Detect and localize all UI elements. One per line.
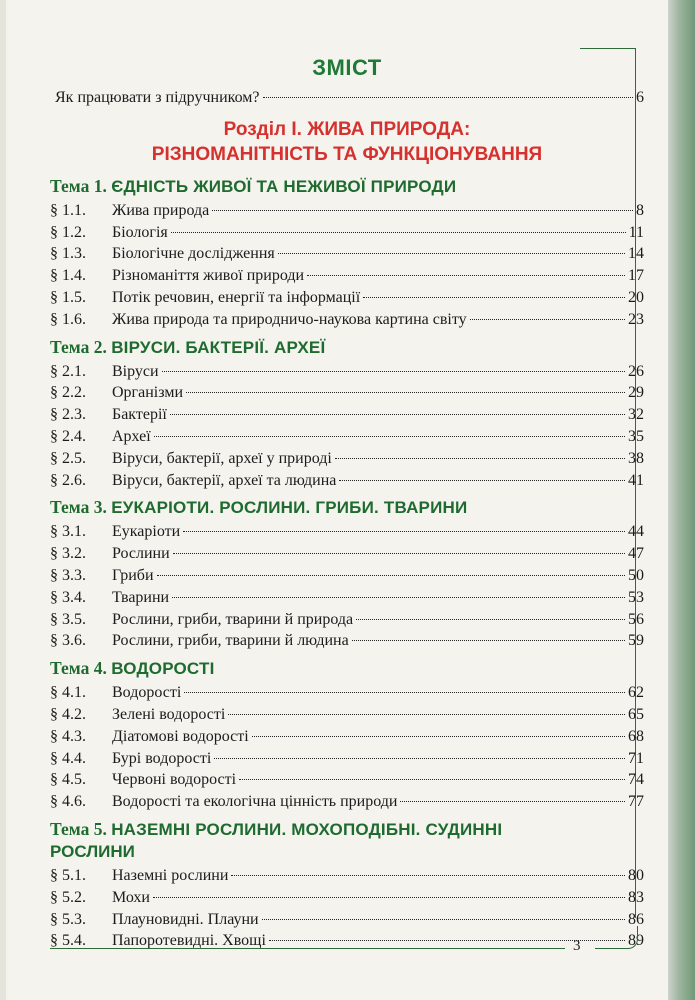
toc-entry[interactable]	[50, 565, 644, 587]
toc-entry[interactable]	[50, 609, 644, 631]
toc-entry-number: § 1.6.	[50, 310, 86, 328]
toc-entry-label: Біологічне дослідження	[112, 245, 275, 263]
page-footer	[50, 940, 644, 962]
toc-entry-page: 8	[636, 201, 644, 219]
topic-prefix: Тема 3.	[50, 497, 107, 518]
leader-dots	[356, 619, 625, 620]
toc-entry-page: 26	[628, 362, 644, 380]
toc-entry-label: Жива природа	[112, 201, 210, 219]
toc-entry[interactable]	[50, 769, 644, 791]
toc-entry-page: 53	[628, 588, 644, 606]
toc-entry-number: § 2.4.	[50, 427, 86, 445]
toc-entry[interactable]	[50, 521, 644, 543]
toc-entry[interactable]	[50, 426, 644, 448]
page-number: 3	[573, 938, 581, 954]
toc-entry-number: § 5.3.	[50, 910, 86, 928]
leader-dots	[262, 919, 625, 920]
toc-entry[interactable]	[50, 222, 644, 244]
toc-entry-label: Як працювати з підручником?	[55, 89, 260, 106]
toc-entry[interactable]	[50, 543, 644, 565]
topic-prefix: Тема 4.	[50, 658, 107, 679]
toc-entry-number: § 3.2.	[50, 545, 86, 563]
toc-entry-label: Зелені водорості	[112, 705, 226, 723]
toc-entry-page: 86	[628, 910, 644, 928]
toc-entry-page: 80	[628, 866, 644, 884]
toc-entry-page: 17	[628, 267, 644, 285]
toc-entry-page: 35	[628, 427, 644, 445]
toc-intro-row[interactable]	[55, 87, 644, 109]
toc-entry[interactable]	[50, 265, 644, 287]
toc-entry[interactable]	[50, 682, 644, 704]
toc-entry-number: § 5.1.	[50, 866, 86, 884]
book-edge	[668, 0, 695, 1000]
topic-prefix: Тема 5.	[50, 818, 107, 839]
toc-entry-page: 11	[628, 223, 644, 241]
toc-entry[interactable]	[50, 382, 644, 404]
toc-entry[interactable]	[50, 704, 644, 726]
toc-entry-page: 74	[628, 771, 644, 789]
leader-dots	[352, 640, 625, 641]
toc-entry-number: § 4.4.	[50, 749, 86, 767]
toc-entry-label: Рослини, гриби, тварини й людина	[112, 632, 349, 650]
toc-entry-label: Рослини	[112, 545, 170, 563]
leader-dots	[228, 714, 625, 715]
toc-entry-number: § 2.6.	[50, 471, 86, 489]
toc-entry-page: 83	[628, 888, 644, 906]
toc-entry-label: Тварини	[112, 588, 170, 606]
toc-entry-label: Віруси, бактерії, археї у природі	[112, 449, 332, 467]
toc-entry[interactable]	[50, 470, 644, 492]
frame-top-line	[580, 48, 635, 49]
section-heading	[50, 117, 644, 167]
toc-entry-number: § 1.3.	[50, 245, 86, 263]
leader-dots	[239, 779, 625, 780]
toc-entry-label: Організми	[112, 384, 184, 402]
toc-entry-number: § 4.6.	[50, 793, 86, 811]
toc-entry-label: Гриби	[112, 566, 154, 584]
toc-entry-label: Мохи	[112, 888, 150, 906]
toc-entry-page: 20	[628, 288, 644, 306]
section-heading-line2: РІЗНОМАНІТНІСТЬ ТА ФУНКЦІОНУВАННЯ	[151, 143, 543, 165]
toc-entry-label: Віруси, бактерії, археї та людина	[112, 471, 337, 489]
toc-entry-page: 62	[628, 684, 644, 702]
toc-entry-page: 14	[628, 245, 644, 263]
topic-name-continuation: РОСЛИНИ	[50, 841, 135, 861]
toc-entry-page: 65	[628, 705, 644, 723]
topic-heading[interactable]	[50, 336, 644, 359]
toc-entry-number: § 4.1.	[50, 684, 86, 702]
toc-entry[interactable]	[50, 448, 644, 470]
toc-entry-page: 23	[628, 310, 644, 328]
toc-entry[interactable]	[50, 748, 644, 770]
topic-name: ВОДОРОСТІ	[111, 659, 215, 679]
leader-dots	[212, 210, 633, 211]
topic-name: НАЗЕМНІ РОСЛИНИ. МОХОПОДІБНІ. СУДИННІ	[111, 819, 503, 839]
leader-dots	[183, 531, 625, 532]
section-heading-line1: Розділ І. ЖИВА ПРИРОДА:	[223, 118, 471, 140]
toc-entry-number: § 5.2.	[50, 888, 86, 906]
toc-entry-number: § 1.5.	[50, 288, 86, 306]
toc-entry-label: Бактерії	[112, 406, 167, 424]
toc-entry-number: § 3.6.	[50, 632, 86, 650]
toc-entry-page: 71	[628, 749, 644, 767]
toc-entry[interactable]	[50, 630, 644, 652]
toc-entry[interactable]	[50, 587, 644, 609]
leader-dots	[470, 319, 625, 320]
toc-entry-label: Рослини, гриби, тварини й природа	[112, 610, 354, 628]
toc-entry[interactable]	[50, 865, 644, 887]
topic-prefix: Тема 2.	[50, 336, 107, 357]
toc-entry-label: Наземні рослини	[112, 866, 229, 884]
toc-entry-page: 59	[628, 632, 644, 650]
toc-entry-number: § 2.3.	[50, 406, 86, 424]
toc-entry-label: Водорості та екологічна цінність природи	[112, 793, 398, 811]
toc-entry-number: § 2.1.	[50, 362, 86, 380]
toc-entry-label: Червоні водорості	[112, 771, 237, 789]
toc-entry-number: § 4.3.	[50, 727, 86, 745]
leader-dots	[214, 758, 625, 759]
topic-heading[interactable]	[50, 496, 644, 519]
topic-name: ВІРУСИ. БАКТЕРІЇ. АРХЕЇ	[111, 337, 326, 357]
toc-entry-page: 6	[636, 89, 644, 106]
toc-entry-page: 38	[628, 449, 644, 467]
topic-name: ЄДНІСТЬ ЖИВОЇ ТА НЕЖИВОЇ ПРИРОДИ	[111, 176, 457, 196]
toc-entry-page: 47	[628, 545, 644, 563]
leader-dots	[173, 553, 625, 554]
toc-entry[interactable]	[50, 243, 644, 265]
toc-entry[interactable]	[50, 726, 644, 748]
leader-dots	[186, 392, 625, 393]
leader-dots	[154, 436, 625, 437]
topic-prefix: Тема 1.	[50, 175, 107, 196]
leader-dots	[252, 736, 625, 737]
toc-entry-page: 77	[628, 793, 644, 811]
toc-entry-number: § 3.5.	[50, 610, 86, 628]
book-page	[6, 0, 668, 1000]
toc-entry-label: Потік речовин, енергії та інформації	[112, 288, 361, 306]
toc-entry[interactable]	[50, 287, 644, 309]
leader-dots	[162, 371, 625, 372]
toc-entry-page: 89	[628, 932, 644, 950]
toc-entry-label: Водорості	[112, 684, 182, 702]
leader-dots	[335, 458, 625, 459]
toc-entry-label: Плауновидні. Плауни	[112, 910, 259, 928]
footer-frame-corner	[595, 926, 638, 949]
toc-entry-label: Еукаріоти	[112, 523, 181, 541]
toc-entry[interactable]	[50, 909, 644, 931]
leader-dots	[263, 97, 633, 98]
toc-entry-number: § 2.5.	[50, 449, 86, 467]
toc-entry-number: § 3.1.	[50, 523, 86, 541]
toc-entry-label: Бурі водорості	[112, 749, 212, 767]
leader-dots	[231, 875, 625, 876]
toc-entry-number: § 5.4.	[50, 932, 86, 950]
toc-entry-page: 44	[628, 523, 644, 541]
toc-entry-number: § 1.4.	[50, 267, 86, 285]
toc-content	[50, 55, 644, 952]
leader-dots	[170, 414, 625, 415]
toc-entry-page: 56	[628, 610, 644, 628]
toc-entry-page: 68	[628, 727, 644, 745]
toc-entry-page: 32	[628, 406, 644, 424]
toc-entry-label: Діатомові водорості	[112, 727, 249, 745]
toc-entry-number: § 1.1.	[50, 201, 86, 219]
topic-list	[50, 175, 644, 952]
footer-rule	[50, 948, 565, 949]
toc-entry-label: Різноманіття живої природи	[112, 267, 305, 285]
topic-heading[interactable]	[50, 818, 644, 863]
toc-entry-number: § 2.2.	[50, 384, 86, 402]
toc-entry[interactable]	[50, 200, 644, 222]
leader-dots	[184, 692, 625, 693]
leader-dots	[157, 575, 625, 576]
toc-entry-page: 50	[628, 566, 644, 584]
toc-entry-label: Жива природа та природничо-наукова картина світу	[112, 310, 467, 328]
leader-dots	[172, 597, 625, 598]
toc-entry-label: Папоротевидні. Хвощі	[112, 932, 266, 950]
leader-dots	[339, 480, 625, 481]
toc-entry-label: Археї	[112, 427, 151, 445]
toc-entry[interactable]	[50, 791, 644, 813]
leader-dots	[307, 275, 625, 276]
page-title: ЗМІСТ	[312, 55, 382, 80]
leader-dots	[278, 253, 625, 254]
toc-entry-page: 41	[628, 471, 644, 489]
leader-dots	[400, 801, 625, 802]
leader-dots	[363, 297, 625, 298]
toc-entry[interactable]	[50, 404, 644, 426]
toc-entry-label: Віруси	[112, 362, 159, 380]
toc-entry-label: Біологія	[112, 223, 168, 241]
toc-entry[interactable]	[50, 887, 644, 909]
toc-entry-number: § 3.3.	[50, 566, 86, 584]
toc-entry-number: § 4.5.	[50, 771, 86, 789]
topic-heading[interactable]	[50, 175, 644, 198]
toc-entry-number: § 1.2.	[50, 223, 86, 241]
toc-entry[interactable]	[50, 361, 644, 383]
toc-entry-page: 29	[628, 384, 644, 402]
toc-entry[interactable]	[50, 309, 644, 331]
leader-dots	[153, 897, 625, 898]
topic-name: ЕУКАРІОТИ. РОСЛИНИ. ГРИБИ. ТВАРИНИ	[111, 498, 468, 518]
toc-entry-number: § 3.4.	[50, 588, 86, 606]
toc-entry-number: § 4.2.	[50, 705, 86, 723]
topic-heading[interactable]	[50, 657, 644, 680]
leader-dots	[171, 232, 626, 233]
